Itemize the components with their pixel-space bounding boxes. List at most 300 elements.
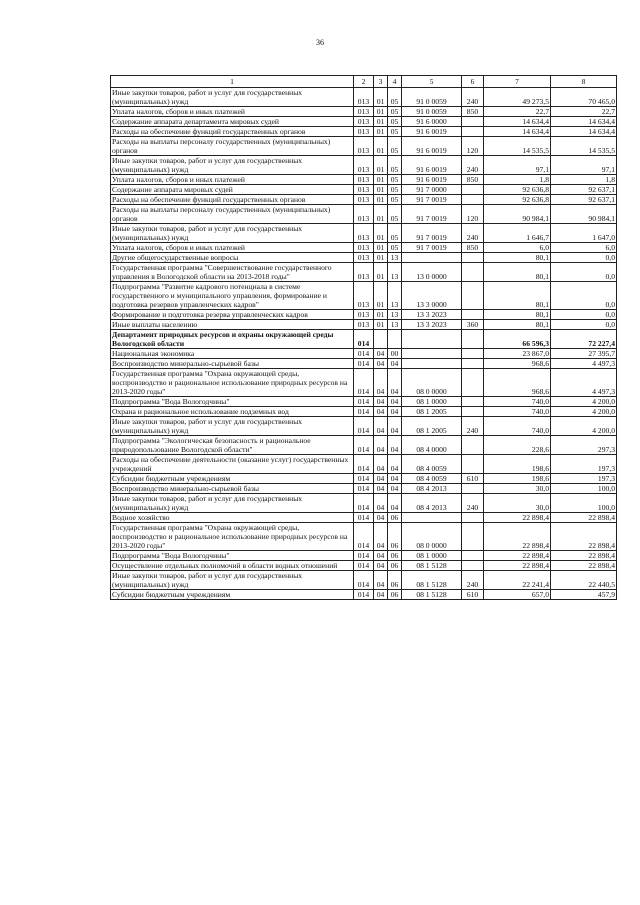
amount-year-2: 100,0 xyxy=(551,494,617,513)
ministry-code: 014 xyxy=(354,349,374,359)
amount-year-2: 22 898,4 xyxy=(551,523,617,551)
amount-year-1: 92 636,8 xyxy=(484,195,551,205)
subsection-code: 05 xyxy=(388,137,402,156)
section-code: 01 xyxy=(374,263,388,282)
expense-type-code: 850 xyxy=(462,243,484,253)
column-header: 6 xyxy=(462,76,484,88)
ministry-code: 014 xyxy=(354,330,374,349)
subsection-code: 04 xyxy=(388,474,402,484)
target-article-code: 08 4 0059 xyxy=(402,474,462,484)
amount-year-2: 457,9 xyxy=(551,590,617,600)
target-article-code: 91 6 0019 xyxy=(402,127,462,137)
expense-type-code xyxy=(462,551,484,561)
subsection-code: 13 xyxy=(388,320,402,330)
subsection-code: 05 xyxy=(388,243,402,253)
table-row xyxy=(111,590,617,600)
amount-year-1: 740,0 xyxy=(484,417,551,436)
target-article-code: 08 0 0000 xyxy=(402,523,462,551)
expense-type-code xyxy=(462,523,484,551)
section-code: 04 xyxy=(374,494,388,513)
column-header: 4 xyxy=(388,76,402,88)
section-code: 01 xyxy=(374,253,388,263)
ministry-code: 014 xyxy=(354,590,374,600)
column-header: 7 xyxy=(484,76,551,88)
amount-year-2: 72 227,4 xyxy=(551,330,617,349)
amount-year-2: 0,0 xyxy=(551,253,617,263)
target-article-code: 08 1 0000 xyxy=(402,551,462,561)
section-code: 04 xyxy=(374,513,388,523)
expense-type-code xyxy=(462,407,484,417)
ministry-code: 013 xyxy=(354,310,374,320)
ministry-code: 014 xyxy=(354,513,374,523)
target-article-code: 91 6 0019 xyxy=(402,175,462,185)
expense-type-code: 240 xyxy=(462,88,484,107)
expense-type-code xyxy=(462,282,484,310)
column-header: 5 xyxy=(402,76,462,88)
expense-type-code xyxy=(462,195,484,205)
amount-year-1: 22,7 xyxy=(484,107,551,117)
ministry-code: 013 xyxy=(354,205,374,224)
expense-type-code xyxy=(462,436,484,455)
section-code: 01 xyxy=(374,185,388,195)
section-code xyxy=(374,330,388,349)
amount-year-1: 23 867,0 xyxy=(484,349,551,359)
column-header: 8 xyxy=(551,76,617,88)
subsection-code: 05 xyxy=(388,107,402,117)
target-article-code: 91 7 0019 xyxy=(402,243,462,253)
amount-year-1: 740,0 xyxy=(484,407,551,417)
expense-type-code: 360 xyxy=(462,320,484,330)
amount-year-1: 968,6 xyxy=(484,369,551,397)
section-code: 04 xyxy=(374,484,388,494)
amount-year-2: 14 535,5 xyxy=(551,137,617,156)
row-name: Расходы на выплаты персоналу государственных (муниципальных) органов xyxy=(111,137,354,156)
table-row xyxy=(111,195,617,205)
target-article-code: 08 4 0000 xyxy=(402,436,462,455)
expense-type-code: 240 xyxy=(462,224,484,243)
amount-year-2: 4 497,3 xyxy=(551,369,617,397)
row-name: Иные выплаты населению xyxy=(111,320,354,330)
target-article-code: 13 3 2023 xyxy=(402,320,462,330)
row-name: Иные закупки товаров, работ и услуг для государственных (муниципальных) нужд xyxy=(111,224,354,243)
subsection-code: 05 xyxy=(388,127,402,137)
row-name: Воспроизводство минерально-сырьевой базы xyxy=(111,359,354,369)
subsection-code: 13 xyxy=(388,282,402,310)
ministry-code: 013 xyxy=(354,117,374,127)
amount-year-2: 92 637,1 xyxy=(551,195,617,205)
ministry-code: 013 xyxy=(354,156,374,175)
amount-year-2: 1,8 xyxy=(551,175,617,185)
row-name: Подпрограмма "Развитие кадрового потенциала в системе государственного и муниципального управления, формирование и подготовка резервов управленческих кадров" xyxy=(111,282,354,310)
section-code: 01 xyxy=(374,156,388,175)
table-row xyxy=(111,513,617,523)
subsection-code: 05 xyxy=(388,224,402,243)
expense-type-code xyxy=(462,117,484,127)
table-row xyxy=(111,175,617,185)
target-article-code xyxy=(402,513,462,523)
amount-year-1: 14 634,4 xyxy=(484,117,551,127)
amount-year-2: 22 440,5 xyxy=(551,571,617,590)
expense-type-code: 240 xyxy=(462,417,484,436)
target-article-code xyxy=(402,253,462,263)
target-article-code: 91 7 0000 xyxy=(402,185,462,195)
subsection-code: 05 xyxy=(388,175,402,185)
table-row xyxy=(111,407,617,417)
row-name: Субсидии бюджетным учреждениям xyxy=(111,590,354,600)
row-name: Иные закупки товаров, работ и услуг для государственных (муниципальных) нужд xyxy=(111,494,354,513)
amount-year-1: 22 898,4 xyxy=(484,513,551,523)
amount-year-2: 70 465,0 xyxy=(551,88,617,107)
amount-year-1: 14 634,4 xyxy=(484,127,551,137)
ministry-code: 013 xyxy=(354,282,374,310)
amount-year-2: 100,0 xyxy=(551,484,617,494)
expense-type-code xyxy=(462,253,484,263)
subsection-code: 05 xyxy=(388,205,402,224)
ministry-code: 014 xyxy=(354,417,374,436)
section-code: 01 xyxy=(374,243,388,253)
section-code: 04 xyxy=(374,436,388,455)
expense-type-code: 120 xyxy=(462,205,484,224)
target-article-code: 91 0 0059 xyxy=(402,88,462,107)
row-name: Уплата налогов, сборов и иных платежей xyxy=(111,175,354,185)
row-name: Подпрограмма "Экологическая безопасность и рациональное природопользование Вологодской области" xyxy=(111,436,354,455)
amount-year-1: 198,6 xyxy=(484,455,551,474)
subsection-code: 05 xyxy=(388,88,402,107)
table-row xyxy=(111,263,617,282)
target-article-code: 91 7 0019 xyxy=(402,195,462,205)
table-row xyxy=(111,282,617,310)
expense-type-code: 240 xyxy=(462,571,484,590)
section-code: 04 xyxy=(374,523,388,551)
row-name: Уплата налогов, сборов и иных платежей xyxy=(111,243,354,253)
section-code: 04 xyxy=(374,397,388,407)
section-code: 01 xyxy=(374,175,388,185)
amount-year-1: 30,0 xyxy=(484,484,551,494)
expense-type-code xyxy=(462,330,484,349)
ministry-code: 014 xyxy=(354,571,374,590)
amount-year-1: 22 898,4 xyxy=(484,551,551,561)
amount-year-1: 97,1 xyxy=(484,156,551,175)
table-row xyxy=(111,551,617,561)
ministry-code: 014 xyxy=(354,455,374,474)
table-row xyxy=(111,494,617,513)
page-number: 36 xyxy=(316,38,324,47)
ministry-code: 014 xyxy=(354,369,374,397)
ministry-code: 014 xyxy=(354,407,374,417)
subsection-code: 04 xyxy=(388,397,402,407)
target-article-code: 91 6 0019 xyxy=(402,137,462,156)
amount-year-1: 30,0 xyxy=(484,494,551,513)
expense-type-code xyxy=(462,397,484,407)
amount-year-1: 22 898,4 xyxy=(484,561,551,571)
target-article-code: 91 6 0000 xyxy=(402,117,462,127)
expense-type-code xyxy=(462,359,484,369)
expense-type-code xyxy=(462,127,484,137)
row-name: Расходы на выплаты персоналу государственных (муниципальных) органов xyxy=(111,205,354,224)
subsection-code: 06 xyxy=(388,590,402,600)
target-article-code: 08 4 2013 xyxy=(402,484,462,494)
table-row xyxy=(111,436,617,455)
amount-year-2: 1 647,0 xyxy=(551,224,617,243)
amount-year-2: 297,3 xyxy=(551,436,617,455)
section-code: 04 xyxy=(374,590,388,600)
amount-year-2: 4 200,0 xyxy=(551,407,617,417)
ministry-code: 014 xyxy=(354,523,374,551)
ministry-code: 013 xyxy=(354,243,374,253)
ministry-code: 013 xyxy=(354,175,374,185)
row-name: Содержание аппарата департамента мировых судей xyxy=(111,117,354,127)
expense-type-code xyxy=(462,263,484,282)
table-header-row xyxy=(111,76,617,88)
ministry-code: 014 xyxy=(354,359,374,369)
table-row xyxy=(111,320,617,330)
row-name: Подпрограмма "Вода Вологодчины" xyxy=(111,397,354,407)
subsection-code: 04 xyxy=(388,436,402,455)
row-name: Осуществление отдельных полномочий в области водных отношений xyxy=(111,561,354,571)
amount-year-1: 968,6 xyxy=(484,359,551,369)
amount-year-1: 80,1 xyxy=(484,310,551,320)
column-header: 2 xyxy=(354,76,374,88)
amount-year-2: 22 898,4 xyxy=(551,513,617,523)
ministry-code: 014 xyxy=(354,494,374,513)
section-code: 01 xyxy=(374,205,388,224)
ministry-code: 013 xyxy=(354,137,374,156)
table-row xyxy=(111,417,617,436)
row-name: Другие общегосударственные вопросы xyxy=(111,253,354,263)
subsection-code xyxy=(388,330,402,349)
target-article-code: 91 7 0019 xyxy=(402,224,462,243)
table-row xyxy=(111,455,617,474)
table-row xyxy=(111,127,617,137)
expense-type-code xyxy=(462,455,484,474)
expense-type-code xyxy=(462,484,484,494)
amount-year-2: 22 898,4 xyxy=(551,551,617,561)
table-row xyxy=(111,117,617,127)
target-article-code: 08 1 5128 xyxy=(402,561,462,571)
amount-year-1: 22 241,4 xyxy=(484,571,551,590)
row-name: Иные закупки товаров, работ и услуг для государственных (муниципальных) нужд xyxy=(111,156,354,175)
amount-year-2: 22,7 xyxy=(551,107,617,117)
section-code: 04 xyxy=(374,369,388,397)
amount-year-1: 198,6 xyxy=(484,474,551,484)
section-code: 04 xyxy=(374,455,388,474)
amount-year-1: 80,1 xyxy=(484,253,551,263)
row-name: Государственная программа "Охрана окружающей среды, воспроизводство и рациональное использование природных ресурсов на 2013-2020 годы" xyxy=(111,369,354,397)
subsection-code: 04 xyxy=(388,359,402,369)
ministry-code: 013 xyxy=(354,185,374,195)
table-row xyxy=(111,137,617,156)
amount-year-2: 22 898,4 xyxy=(551,561,617,571)
amount-year-1: 92 636,8 xyxy=(484,185,551,195)
amount-year-2: 14 634,4 xyxy=(551,127,617,137)
subsection-code: 05 xyxy=(388,156,402,175)
row-name: Национальная экономика xyxy=(111,349,354,359)
section-code: 04 xyxy=(374,417,388,436)
budget-table xyxy=(110,75,617,600)
section-code: 04 xyxy=(374,561,388,571)
section-code: 01 xyxy=(374,195,388,205)
section-code: 01 xyxy=(374,137,388,156)
amount-year-1: 657,0 xyxy=(484,590,551,600)
section-code: 01 xyxy=(374,88,388,107)
section-code: 04 xyxy=(374,474,388,484)
target-article-code: 13 3 2023 xyxy=(402,310,462,320)
target-article-code: 08 1 5128 xyxy=(402,590,462,600)
table-row xyxy=(111,349,617,359)
section-code: 04 xyxy=(374,407,388,417)
ministry-code: 013 xyxy=(354,224,374,243)
amount-year-2: 197,3 xyxy=(551,455,617,474)
column-header: 1 xyxy=(111,76,354,88)
amount-year-1: 66 596,3 xyxy=(484,330,551,349)
expense-type-code xyxy=(462,310,484,320)
target-article-code: 08 1 2005 xyxy=(402,417,462,436)
target-article-code: 08 1 0000 xyxy=(402,397,462,407)
table-row xyxy=(111,156,617,175)
target-article-code: 91 0 0059 xyxy=(402,107,462,117)
row-name: Государственная программа "Охрана окружающей среды, воспроизводство и рациональное использование природных ресурсов на 2013-2020 годы" xyxy=(111,523,354,551)
table-row xyxy=(111,185,617,195)
ministry-code: 014 xyxy=(354,561,374,571)
row-name: Содержание аппарата мировых судей xyxy=(111,185,354,195)
target-article-code: 13 3 0000 xyxy=(402,282,462,310)
target-article-code: 13 0 0000 xyxy=(402,263,462,282)
target-article-code: 08 1 5128 xyxy=(402,571,462,590)
amount-year-2: 4 497,3 xyxy=(551,359,617,369)
expense-type-code xyxy=(462,369,484,397)
amount-year-2: 197,3 xyxy=(551,474,617,484)
section-code: 04 xyxy=(374,349,388,359)
amount-year-2: 6,0 xyxy=(551,243,617,253)
table-row xyxy=(111,330,617,349)
ministry-code: 013 xyxy=(354,253,374,263)
subsection-code: 06 xyxy=(388,523,402,551)
subsection-code: 05 xyxy=(388,185,402,195)
table-row xyxy=(111,369,617,397)
row-name: Уплата налогов, сборов и иных платежей xyxy=(111,107,354,117)
ministry-code: 014 xyxy=(354,436,374,455)
amount-year-1: 90 984,1 xyxy=(484,205,551,224)
amount-year-1: 22 898,4 xyxy=(484,523,551,551)
amount-year-2: 0,0 xyxy=(551,263,617,282)
target-article-code: 91 7 0019 xyxy=(402,205,462,224)
table-row xyxy=(111,253,617,263)
table-row xyxy=(111,523,617,551)
subsection-code: 06 xyxy=(388,561,402,571)
row-name: Иные закупки товаров, работ и услуг для государственных (муниципальных) нужд xyxy=(111,417,354,436)
subsection-code: 13 xyxy=(388,310,402,320)
expense-type-code xyxy=(462,561,484,571)
ministry-code: 014 xyxy=(354,474,374,484)
amount-year-1: 80,1 xyxy=(484,320,551,330)
amount-year-1: 49 273,5 xyxy=(484,88,551,107)
target-article-code: 08 1 2005 xyxy=(402,407,462,417)
table-row xyxy=(111,224,617,243)
table-row xyxy=(111,474,617,484)
amount-year-2: 4 200,0 xyxy=(551,397,617,407)
amount-year-2: 90 984,1 xyxy=(551,205,617,224)
row-name: Расходы на обеспечение деятельности (оказание услуг) государственных учреждений xyxy=(111,455,354,474)
subsection-code: 00 xyxy=(388,349,402,359)
target-article-code: 91 6 0019 xyxy=(402,156,462,175)
row-name: Субсидии бюджетным учреждениям xyxy=(111,474,354,484)
subsection-code: 04 xyxy=(388,455,402,474)
target-article-code: 08 4 0059 xyxy=(402,455,462,474)
row-name: Расходы на обеспечение функций государственных органов xyxy=(111,127,354,137)
ministry-code: 013 xyxy=(354,107,374,117)
ministry-code: 014 xyxy=(354,484,374,494)
section-code: 01 xyxy=(374,320,388,330)
target-article-code xyxy=(402,359,462,369)
section-code: 04 xyxy=(374,551,388,561)
expense-type-code: 240 xyxy=(462,156,484,175)
row-name: Формирование и подготовка резерва управленческих кадров xyxy=(111,310,354,320)
section-code: 01 xyxy=(374,107,388,117)
row-name: Иные закупки товаров, работ и услуг для государственных (муниципальных) нужд xyxy=(111,88,354,107)
table-row xyxy=(111,359,617,369)
amount-year-2: 14 634,4 xyxy=(551,117,617,127)
table-row xyxy=(111,88,617,107)
subsection-code: 04 xyxy=(388,407,402,417)
table-row xyxy=(111,107,617,117)
amount-year-2: 27 395,7 xyxy=(551,349,617,359)
amount-year-2: 0,0 xyxy=(551,310,617,320)
row-name: Воспроизводство минерально-сырьевой базы xyxy=(111,484,354,494)
amount-year-2: 4 200,0 xyxy=(551,417,617,436)
subsection-code: 05 xyxy=(388,117,402,127)
section-code: 01 xyxy=(374,117,388,127)
amount-year-1: 228,6 xyxy=(484,436,551,455)
expense-type-code: 240 xyxy=(462,494,484,513)
ministry-code: 014 xyxy=(354,551,374,561)
subsection-code: 13 xyxy=(388,263,402,282)
amount-year-1: 80,1 xyxy=(484,282,551,310)
subsection-code: 13 xyxy=(388,253,402,263)
amount-year-1: 6,0 xyxy=(484,243,551,253)
amount-year-2: 92 637,1 xyxy=(551,185,617,195)
table-row xyxy=(111,243,617,253)
ministry-code: 014 xyxy=(354,397,374,407)
row-name: Иные закупки товаров, работ и услуг для государственных (муниципальных) нужд xyxy=(111,571,354,590)
expense-type-code xyxy=(462,185,484,195)
section-code: 01 xyxy=(374,224,388,243)
subsection-code: 06 xyxy=(388,551,402,561)
table-row xyxy=(111,397,617,407)
subsection-code: 05 xyxy=(388,195,402,205)
ministry-code: 013 xyxy=(354,320,374,330)
amount-year-2: 0,0 xyxy=(551,282,617,310)
expense-type-code: 120 xyxy=(462,137,484,156)
row-name: Департамент природных ресурсов и охраны окружающей среды Вологодской области xyxy=(111,330,354,349)
section-code: 04 xyxy=(374,571,388,590)
subsection-code: 04 xyxy=(388,484,402,494)
amount-year-1: 1 646,7 xyxy=(484,224,551,243)
table-row xyxy=(111,205,617,224)
expense-type-code: 850 xyxy=(462,175,484,185)
ministry-code: 013 xyxy=(354,127,374,137)
amount-year-1: 80,1 xyxy=(484,263,551,282)
expense-type-code xyxy=(462,513,484,523)
amount-year-1: 1,8 xyxy=(484,175,551,185)
row-name: Охрана и рациональное использование подземных вод xyxy=(111,407,354,417)
row-name: Водное хозяйство xyxy=(111,513,354,523)
section-code: 01 xyxy=(374,127,388,137)
target-article-code: 08 4 2013 xyxy=(402,494,462,513)
section-code: 01 xyxy=(374,282,388,310)
expense-type-code xyxy=(462,349,484,359)
ministry-code: 013 xyxy=(354,195,374,205)
row-name: Государственная программа "Совершенствование государственного управления в Вологодской области на 2013-2018 годы" xyxy=(111,263,354,282)
